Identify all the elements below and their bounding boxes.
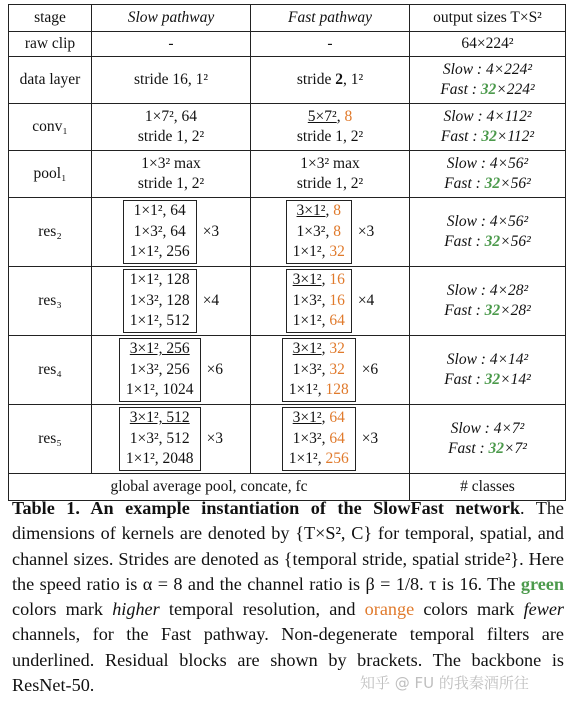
output-cell [410, 104, 566, 151]
fast-residual-block [282, 407, 378, 470]
fast-residual-block [286, 269, 375, 332]
fast-cell [251, 267, 410, 336]
output-fast-size: ×28² [500, 302, 531, 319]
output-fast [444, 371, 531, 388]
caption-emphasis: fewer [523, 599, 564, 620]
fast-sep: , [317, 450, 326, 468]
output-fast [441, 128, 534, 145]
table-caption [12, 496, 564, 698]
caption-text: temporal resolution, and [159, 599, 365, 620]
fast-kernel: 5×7² [307, 107, 337, 125]
slow-stride: stride 1, 2² [137, 128, 205, 145]
stage-cell: raw clip [9, 32, 92, 57]
bracket [282, 407, 356, 470]
fast-layer [289, 429, 349, 449]
output-fast-size: ×7² [504, 440, 527, 457]
fast-sep: , [336, 107, 345, 125]
fast-stride: stride 1, 2² [296, 175, 364, 192]
slow-cell [92, 104, 251, 151]
slow-residual-block [119, 338, 223, 401]
output-cell [410, 57, 566, 104]
output-cell [410, 405, 566, 474]
slow-cell [92, 151, 251, 198]
output-fast-frames: 32 [484, 175, 501, 192]
output-slow: Slow : 4×28² [446, 281, 529, 299]
table-row [9, 198, 566, 267]
output-fast-size: ×56² [500, 175, 531, 192]
output-fast-frames: 32 [484, 302, 501, 319]
output-fast-frames: 32 [484, 233, 501, 250]
fast-kernel: 1×1² [292, 243, 322, 261]
table-row [9, 405, 566, 474]
slow-layer: 1×1², 2048 [125, 450, 194, 468]
output-slow: Slow : 4×112² [443, 107, 532, 125]
output-fast-size: ×14² [500, 371, 531, 388]
table-row [9, 267, 566, 336]
fast-cell [251, 57, 410, 104]
repeat-count: ×6 [361, 360, 379, 378]
fast-stride-value: 2 [335, 70, 343, 88]
caption-text: colors mark [414, 599, 524, 620]
fast-text: , 1² [342, 70, 364, 88]
header-fast [251, 5, 410, 32]
fast-sep: , [321, 291, 330, 309]
fast-channels: 8 [333, 202, 341, 220]
output-fast-label: Fast : [444, 302, 485, 319]
fast-channels: 64 [329, 409, 345, 427]
fast-kernel: 1×1² [292, 312, 322, 330]
fast-channels: 16 [329, 291, 345, 309]
output-fast-frames: 32 [488, 440, 505, 457]
output-fast-label: Fast : [444, 233, 485, 250]
slow-layer: 1×1², 1024 [125, 381, 194, 399]
fast-channels: 256 [325, 450, 349, 468]
architecture-table [8, 4, 566, 501]
slow-layer: 1×1², 512 [129, 312, 190, 330]
slow-residual-block [123, 269, 219, 332]
header-slow [92, 5, 251, 32]
fast-layer [293, 242, 345, 262]
output-slow: Slow : 4×56² [446, 154, 529, 172]
output-cell [410, 336, 566, 405]
output-fast-label: Fast : [448, 440, 489, 457]
fast-channels: 8 [333, 222, 341, 240]
fast-channels: 8 [344, 107, 353, 125]
bracket [286, 269, 352, 332]
output-cell: 64×224² [410, 32, 566, 57]
caption-emphasis: higher [112, 599, 160, 620]
output-fast-frames: 32 [481, 128, 497, 145]
fast-sep: , [321, 409, 330, 427]
output-fast-size: ×56² [500, 233, 531, 250]
slow-stride: stride 1, 2² [137, 175, 205, 192]
fast-kernel: 3×1² [292, 340, 322, 358]
bracket [123, 200, 197, 263]
fast-stride: stride 1, 2² [296, 128, 364, 145]
fast-layer [289, 408, 349, 428]
output-fast-size: ×112² [496, 128, 535, 145]
slow-layer: 1×3², 64 [133, 222, 186, 240]
fast-cell: - [251, 32, 410, 57]
fast-layer [293, 222, 345, 242]
slow-cell: - [92, 32, 251, 57]
output-fast [444, 175, 531, 192]
fast-layer [293, 201, 345, 221]
fast-cell [251, 104, 410, 151]
fast-layer [289, 380, 349, 400]
fast-layer [289, 339, 349, 359]
output-fast [444, 302, 531, 319]
repeat-count: ×6 [206, 360, 224, 378]
header-slow-label: Slow pathway [127, 8, 215, 26]
output-cell [410, 267, 566, 336]
slow-layer: 3×1², 512 [129, 409, 190, 427]
slow-cell [92, 198, 251, 267]
slow-kernel: 1×3² max [141, 154, 201, 172]
caption-label: Table 1. [12, 498, 91, 518]
repeat-count: ×3 [357, 222, 375, 240]
fast-channels: 32 [329, 340, 345, 358]
slow-layer: 1×3², 128 [129, 291, 190, 309]
output-fast-label: Fast : [440, 81, 481, 98]
fast-cell [251, 336, 410, 405]
fast-cell [251, 151, 410, 198]
fast-kernel: 1×3² max [300, 154, 360, 172]
caption-text: colors mark [12, 599, 113, 620]
output-fast-label: Fast : [440, 128, 482, 145]
fast-channels: 16 [329, 271, 345, 289]
fast-layer [293, 291, 345, 311]
slow-residual-block [123, 200, 219, 263]
fast-channels: 64 [329, 429, 345, 447]
fast-sep: , [321, 271, 330, 289]
watermark: 知乎 @ FU 的我秦酒所往 [360, 674, 529, 692]
output-cell [410, 151, 566, 198]
bracket [282, 338, 356, 401]
stage-cell: pool₁ [9, 151, 92, 198]
fast-sep: , [325, 222, 334, 240]
slow-layer: 3×1², 256 [129, 340, 190, 358]
slow-cell [92, 405, 251, 474]
table-row [9, 104, 566, 151]
fast-kernel: 1×1² [288, 381, 318, 399]
fast-channels: 128 [325, 381, 349, 399]
fast-kernel: 1×3² [292, 360, 322, 378]
bracket [119, 338, 201, 401]
output-cell [410, 198, 566, 267]
fast-sep: , [321, 243, 330, 261]
fast-kernel: 1×3² [292, 291, 322, 309]
fast-kernel: 3×1² [292, 409, 322, 427]
table-row [9, 151, 566, 198]
table-header-row [9, 5, 566, 32]
output-fast [444, 233, 531, 250]
repeat-count: ×4 [357, 291, 375, 309]
header-fast-label: Fast pathway [288, 8, 372, 26]
output-fast-size: ×224² [496, 81, 535, 98]
slow-layer: 1×3², 512 [129, 429, 190, 447]
slow-cell: stride 16, 1² [92, 57, 251, 104]
stage-cell: res₂ [9, 198, 92, 267]
fast-sep: , [321, 360, 330, 378]
output-slow: Slow : 4×7² [450, 419, 525, 437]
slow-layer: 1×3², 256 [129, 360, 190, 378]
fast-channels: 32 [329, 360, 345, 378]
fast-kernel: 1×3² [296, 222, 326, 240]
caption-orange-word: orange [364, 599, 415, 620]
stage-cell: res₅ [9, 405, 92, 474]
fast-text: stride [296, 70, 336, 88]
bracket [286, 200, 352, 263]
table-row [9, 336, 566, 405]
fast-residual-block [286, 200, 375, 263]
fast-kernel: 1×1² [288, 450, 318, 468]
fast-channels: 32 [329, 243, 345, 261]
output-fast [440, 81, 534, 98]
header-output: output sizes T×S² [410, 5, 566, 32]
caption-green-word: green [520, 573, 564, 594]
slow-layer: 1×1², 64 [133, 202, 186, 220]
output-cell: # classes [410, 474, 566, 501]
fast-sep: , [325, 202, 334, 220]
repeat-count: ×3 [206, 429, 224, 447]
fast-cell [251, 405, 410, 474]
repeat-count: ×3 [202, 222, 220, 240]
output-slow: Slow : 4×56² [446, 212, 529, 230]
fast-sep: , [321, 429, 330, 447]
fast-sep: , [321, 340, 330, 358]
fast-cell [251, 198, 410, 267]
output-fast-label: Fast : [444, 371, 485, 388]
output-fast-label: Fast : [444, 175, 485, 192]
caption-text: channels, for the Fast pathway. Non-degenerate temporal filters are underlined. Residual blocks are shown by brackets. The backbone is ResNet-50. [12, 624, 564, 696]
fast-kernel: 3×1² [292, 271, 322, 289]
slow-layer: 1×1², 256 [129, 243, 190, 261]
fast-layer [293, 311, 345, 331]
stage-cell: res₄ [9, 336, 92, 405]
fast-layer [289, 360, 349, 380]
fast-residual-block [282, 338, 378, 401]
fast-sep: , [321, 312, 330, 330]
slow-layer: 1×1², 128 [129, 271, 190, 289]
repeat-count: ×4 [202, 291, 220, 309]
stage-cell: data layer [9, 57, 92, 104]
fast-layer [293, 270, 345, 290]
caption-text: . The dimensions of kernels are denoted by {T×S², C} for temporal, spatial, and channel sizes. Strides are denoted as {temporal stride, spatial stride²}. Here the speed ratio is α = 8 and the channel ratio is β = 1/8. τ is 16. The [12, 498, 564, 594]
output-fast-frames: 32 [480, 81, 497, 98]
bracket [119, 407, 201, 470]
slow-cell [92, 336, 251, 405]
output-fast [448, 440, 527, 457]
fast-sep: , [317, 381, 326, 399]
caption-title: An example instantiation of the SlowFast network [90, 498, 521, 518]
repeat-count: ×3 [361, 429, 379, 447]
head-cell: global average pool, concate, fc [9, 474, 410, 501]
bracket [123, 269, 197, 332]
table-row [9, 32, 566, 57]
stage-cell: conv₁ [9, 104, 92, 151]
fast-layer [289, 449, 349, 469]
fast-channels: 64 [329, 312, 345, 330]
output-slow: Slow : 4×224² [442, 60, 533, 78]
header-stage: stage [9, 5, 92, 32]
fast-kernel: 3×1² [296, 202, 326, 220]
slow-cell [92, 267, 251, 336]
slow-residual-block [119, 407, 223, 470]
table-row [9, 57, 566, 104]
slow-kernel: 1×7², 64 [144, 107, 198, 125]
output-fast-frames: 32 [484, 371, 501, 388]
output-slow: Slow : 4×14² [446, 350, 529, 368]
fast-kernel: 1×3² [292, 429, 322, 447]
stage-cell: res₃ [9, 267, 92, 336]
